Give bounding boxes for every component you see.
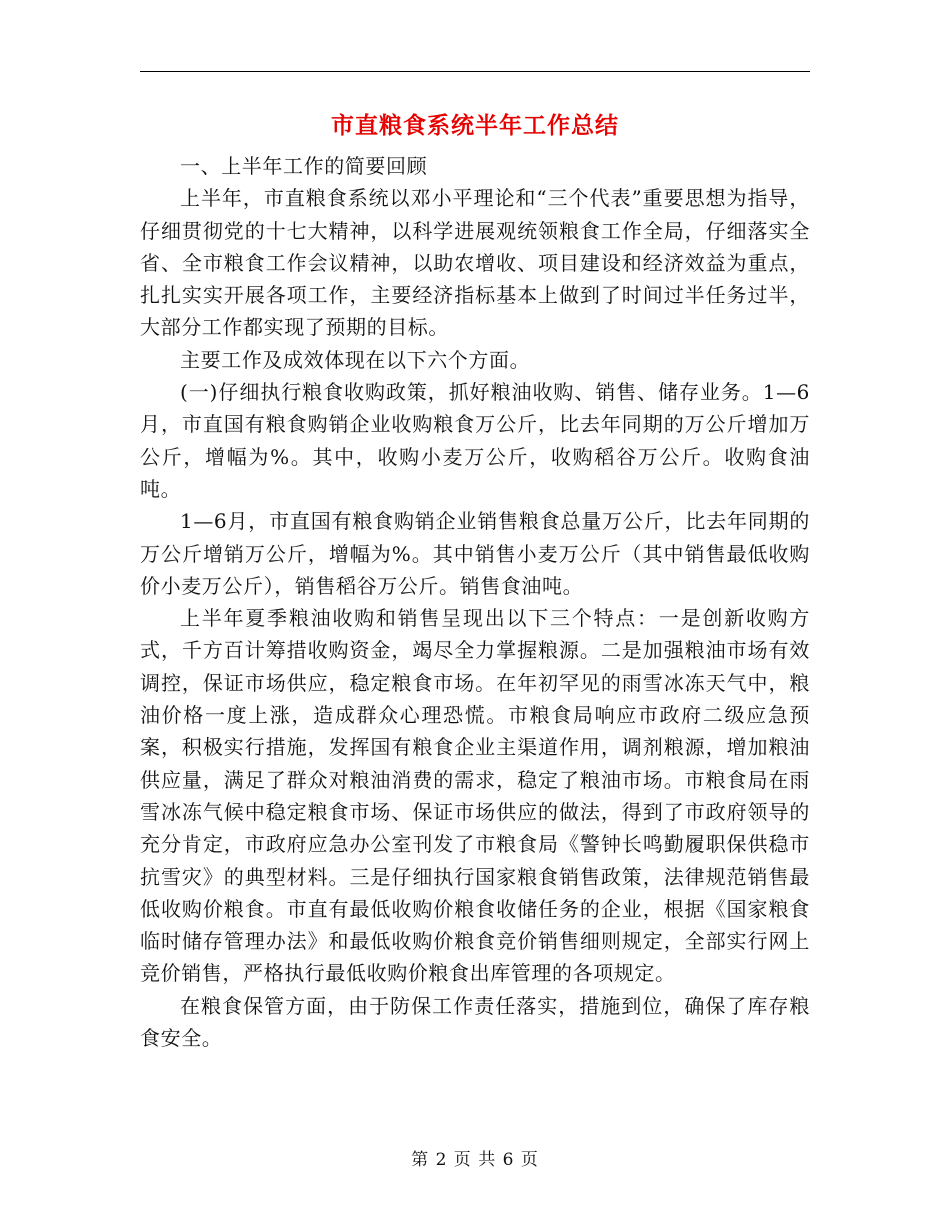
paragraph: 在粮食保管方面，由于防保工作责任落实，措施到位，确保了库存粮食安全。 bbox=[140, 993, 810, 1051]
paragraph: 上半年夏季粮油收购和销售呈现出以下三个特点：一是创新收购方式，千方百计筹措收购资金，竭尽全力掌握粮源。二是加强粮油市场有效调控，保证市场供应，稳定粮食市场。在年初罕见的雨雪冰冻天气中，粮油价格一度上涨，造成群众心理恐慌。市粮食局响应市政府二级应急预案，积极实行措施，发挥国有粮食企业主渠道作用，调剂粮源，增加粮油供应量，满足了群众对粮油消费的需求，稳定了粮油市场。市粮食局在雨雪冰冻气候中稳定粮食市场、保证市场供应的做法，得到了市政府领导的充分肯定，市政府应急办公室刊发了市粮食局《警钟长鸣勤履职保供稳市抗雪灾》的典型材料。三是仔细执行国家粮食销售政策，法律规范销售最低收购价粮食。市直有最低收购价粮食收储任务的企业，根据《国家粮食临时储存管理办法》和最低收购价粮食竞价销售细则规定，全部实行网上竞价销售，严格执行最低收购价粮食出库管理的各项规定。 bbox=[140, 606, 810, 986]
header-rule bbox=[140, 71, 810, 72]
document-title: 市直粮食系统半年工作总结 bbox=[331, 112, 619, 139]
paragraph: 主要工作及成效体现在以下六个方面。 bbox=[180, 347, 531, 372]
paragraph: 上半年，市直粮食系统以邓小平理论和“三个代表”重要思想为指导，仔细贯彻党的十七大精神，以科学进展观统领粮食工作全局，仔细落实全省、全市粮食工作会议精神，以助农增收、项目建设和经济效益为重点，扎扎实实开展各项工作，主要经济指标基本上做到了时间过半任务过半，大部分工作都实现了预期的目标。 bbox=[140, 186, 810, 340]
document-body bbox=[140, 150, 810, 1054]
page-number: 第 2 页 共 6 页 bbox=[411, 1150, 539, 1170]
paragraph: (一)仔细执行粮食收购政策，抓好粮油收购、销售、储存业务。1—6月，市直国有粮食购销企业收购粮食万公斤，比去年同期的万公斤增加万公斤，增幅为%。其中，收购小麦万公斤，收购稻谷万公斤。收购食油吨。 bbox=[140, 380, 810, 501]
section-heading: 一、上半年工作的简要回顾 bbox=[180, 154, 428, 178]
paragraph: 1—6月，市直国有粮食购销企业销售粮食总量万公斤，比去年同期的万公斤增销万公斤，增幅为%。其中销售小麦万公斤（其中销售最低收购价小麦万公斤），销售稻谷万公斤。销售食油吨。 bbox=[140, 509, 810, 598]
